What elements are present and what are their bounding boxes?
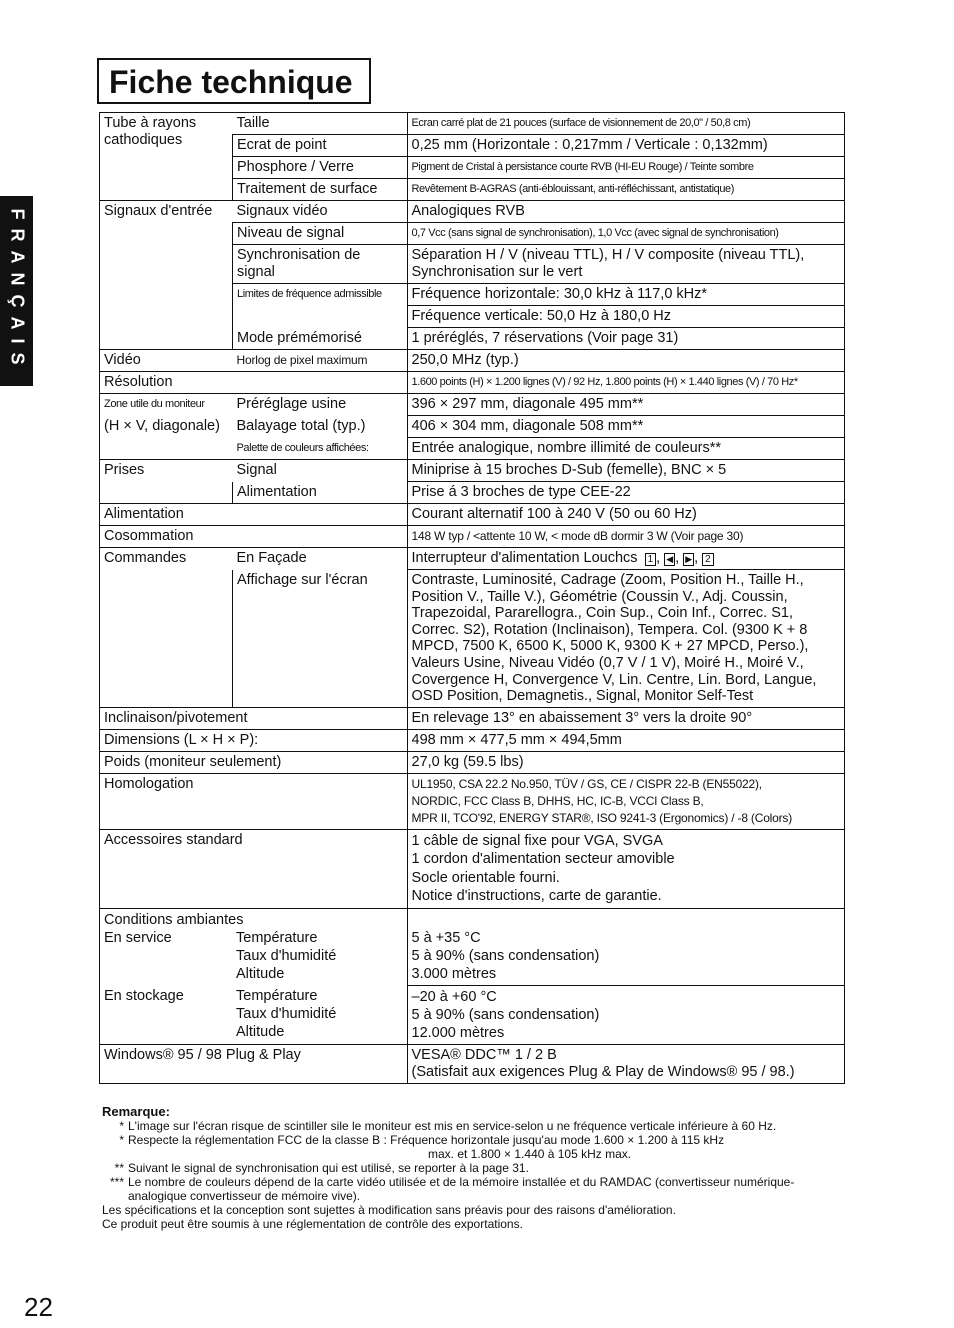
spec-sub-label: Synchronisation de signal (233, 245, 408, 284)
spec-label: Accessoires standard (100, 829, 408, 908)
note-item: * L'image sur l'écran risque de scintiller sile le moniteur est mis en service-selon u ne fréquence verticale inférieure à 60 Hz. (119, 1119, 777, 1133)
spec-sub-label: Signaux vidéo (233, 201, 408, 223)
spec-value: En relevage 13° en abaissement 3° vers la droite 90° (407, 707, 845, 729)
spec-label: Alimentation (100, 504, 408, 526)
spec-label: (H × V, diagonale) (100, 416, 233, 438)
spec-sub-label: Limites de fréquence admissible (233, 284, 408, 328)
note-item: ** Suivant le signal de synchronisation qui est utilisé, se reporter à la page 31. (114, 1161, 529, 1175)
spec-value: UL1950, CSA 22.2 No.950, TÜV / GS, CE / CISPR 22-B (EN55022), NORDIC, FCC Class B, DHHS, HC, IC-B, VCCI Class B, MPR II, TCO'92, ENERGY STAR®, ISO 9241-3 (Ergonomics) / -8 (Colors) (407, 773, 845, 829)
spec-row (100, 372, 845, 394)
spec-value: Analogiques RVB (407, 201, 845, 223)
note-item: *** Le nombre de couleurs dépend de la carte vidéo utilisée et de la mémoire installée et du RAMDAC (convertisseur numérique-analogique convertisseur de mémoire vive). (109, 1175, 795, 1203)
spec-value: 1 câble de signal fixe pour VGA, SVGA 1 cordon d'alimentation secteur amovible Socle orientable fourni. Notice d'instructions, carte de garantie. (407, 829, 845, 908)
spec-value: 0,7 Vcc (sans signal de synchronisation), 1,0 Vcc (avec signal de synchronisation) (407, 223, 845, 245)
spec-label: Dimensions (L × H × P): (100, 729, 408, 751)
spec-value: Interrupteur d'alimentation Louchcs 1 , ◀ , ▶ , 2 (407, 548, 845, 570)
spec-label: Poids (moniteur seulement) (100, 751, 408, 773)
spec-row (100, 707, 845, 729)
spec-sub-label: Traitement de surface (233, 179, 408, 201)
right-arrow-icon: ▶ (685, 554, 693, 564)
page-number: 22 (24, 1292, 53, 1322)
footer-note: Ce produit peut être soumis à une réglementation de contrôle des exportations. (102, 1217, 523, 1231)
spec-value: 5 à +35 °C 5 à 90% (sans condensation) 3.000 mètres (407, 908, 845, 985)
spec-value: Miniprise à 15 broches D-Sub (femelle), BNC × 5 (407, 460, 845, 482)
spec-value: Pigment de Cristal à persistance courte RVB (HI-EU Rouge) / Teinte sombre (407, 157, 845, 179)
spec-label: Conditions ambiantes En service Température Taux d'humidité Altitude (100, 908, 408, 985)
spec-row (100, 1044, 845, 1083)
spec-value: 27,0 kg (59.5 lbs) (407, 751, 845, 773)
spec-value: Fréquence horizontale: 30,0 kHz à 117,0 kHz* (407, 284, 845, 306)
spec-sub-label: Préréglage usine (233, 394, 408, 416)
spec-row (100, 201, 845, 223)
spec-value: Entrée analogique, nombre illimité de couleurs** (407, 438, 845, 460)
language-tab (0, 196, 33, 386)
spec-table (99, 112, 845, 1084)
language-tab-label: FRANÇAIS (7, 208, 27, 374)
spec-label: Commandes (100, 548, 233, 708)
spec-value: Contraste, Luminosité, Cadrage (Zoom, Position H., Taille H., Position V., Taille V.), Géométrie (Coussin V., Adj. Coussin, Trapezoidal, Pararellogra., Coin Sup., Coin Inf., Correc. S1, Correc. S2), Rotation (Inclinaison), Tempera. Col. (9300 K + 8 MPCD, 7500 K, 6500 K, 5000 K, 9300 K + 27 MPCD, Perso.), Valeurs Usine, Niveau Vidéo (0,7 V / 1 V), Moiré H., Moiré V., Covergence H, Convergence V, Lin. Centre, Lin. Bord, Langue, OSD Position, Demagnetis., Signal, Monitor Self-Test (407, 570, 845, 708)
note-item: * Respecte la réglementation FCC de la classe B : Fréquence horizontale jusqu'au mode 1.600 × 1.200 à 115 kHz max. et 1.800 × 1.440 à 105 kHz max. (119, 1133, 725, 1161)
spec-value: 406 × 304 mm, diagonale 508 mm** (407, 416, 845, 438)
spec-value: 250,0 MHz (typ.) (407, 350, 845, 372)
spec-row (100, 985, 845, 1044)
spec-label: Résolution (100, 372, 408, 394)
spec-row (100, 113, 845, 135)
key-1-icon: 1 (645, 553, 657, 566)
spec-value: Revêtement B-AGRAS (anti-éblouissant, anti-réfléchissant, antistatique) (407, 179, 845, 201)
spec-value: Séparation H / V (niveau TTL), H / V composite (niveau TTL), Synchronisation sur le vert (407, 245, 845, 284)
spec-value: 1.600 points (H) × 1.200 lignes (V) / 92 Hz, 1.800 points (H) × 1.440 lignes (V) / 70 Hz* (407, 372, 845, 394)
spec-row (100, 460, 845, 482)
spec-sub-label: Mode prémémorisé (233, 328, 408, 350)
spec-label: Prises (100, 460, 233, 504)
spec-value: 498 mm × 477,5 mm × 494,5mm (407, 729, 845, 751)
spec-row (100, 504, 845, 526)
page-title: Fiche technique (109, 64, 353, 100)
spec-value: Courant alternatif 100 à 240 V (50 ou 60 Hz) (407, 504, 845, 526)
spec-sub-label: Phosphore / Verre (233, 157, 408, 179)
spec-row (100, 773, 845, 829)
spec-value: 1 préréglés, 7 réservations (Voir page 31) (407, 328, 845, 350)
spec-row (100, 729, 845, 751)
spec-sub-label: Palette de couleurs affichées: (236, 441, 369, 454)
left-arrow-icon: ◀ (666, 554, 674, 564)
spec-value: Ecran carré plat de 21 pouces (surface de visionnement de 20,0" / 50,8 cm) (407, 113, 845, 135)
spec-value: 0,25 mm (Horizontale : 0,217mm / Verticale : 0,132mm) (407, 135, 845, 157)
spec-label: Zone utile du moniteur (100, 394, 233, 416)
spec-label: En stockage Température Taux d'humidité Altitude (100, 985, 408, 1044)
spec-value: –20 à +60 °C 5 à 90% (sans condensation) 12.000 mètres (407, 985, 845, 1044)
spec-value: Prise á 3 broches de type CEE-22 (407, 482, 845, 504)
spec-sub-label: Affichage sur l'écran (233, 570, 408, 708)
spec-label: Homologation (100, 773, 408, 829)
footer-note: Les spécifications et la conception sont sujettes à modification sans préavis pour des raisons d'amélioration. (102, 1203, 676, 1217)
spec-row (100, 548, 845, 570)
spec-sub-label: En Façade (233, 548, 408, 570)
spec-sub-label: Niveau de signal (233, 223, 408, 245)
notes-heading: Remarque: (102, 1104, 170, 1119)
spec-label: Vidéo (100, 350, 233, 372)
spec-row (100, 908, 845, 985)
spec-label: Inclinaison/pivotement (100, 707, 408, 729)
spec-sub-label: Horlog de pixel maximum (233, 350, 408, 372)
spec-label: Windows® 95 / 98 Plug & Play (100, 1044, 408, 1083)
spec-sub-label: Ecrat de point (233, 135, 408, 157)
spec-row (100, 438, 845, 460)
spec-row (100, 350, 845, 372)
spec-row (100, 751, 845, 773)
spec-value: 396 × 297 mm, diagonale 495 mm** (407, 394, 845, 416)
title-box (97, 58, 371, 104)
key-2-icon: 2 (702, 553, 714, 566)
spec-value: VESA® DDC™ 1 / 2 B (Satisfait aux exigences Plug & Play de Windows® 95 / 98.) (407, 1044, 845, 1083)
spec-sub-label: Alimentation (233, 482, 408, 504)
spec-label: Cosommation (100, 526, 408, 548)
spec-row (100, 829, 845, 908)
spec-sub-label: Signal (233, 460, 408, 482)
spec-label: Tube à rayons cathodiques (100, 113, 233, 201)
spec-row (100, 416, 845, 438)
spec-sub-label: Taille (233, 113, 408, 135)
spec-label: Signaux d'entrée (100, 201, 233, 350)
notes (102, 1105, 842, 1231)
spec-row (100, 394, 845, 416)
spec-value: Fréquence verticale: 50,0 Hz à 180,0 Hz (407, 306, 845, 328)
spec-value: 148 W typ / <attente 10 W, < mode dB dormir 3 W (Voir page 30) (407, 526, 845, 548)
spec-sub-label: Balayage total (typ.) (236, 417, 366, 434)
spec-row (100, 526, 845, 548)
